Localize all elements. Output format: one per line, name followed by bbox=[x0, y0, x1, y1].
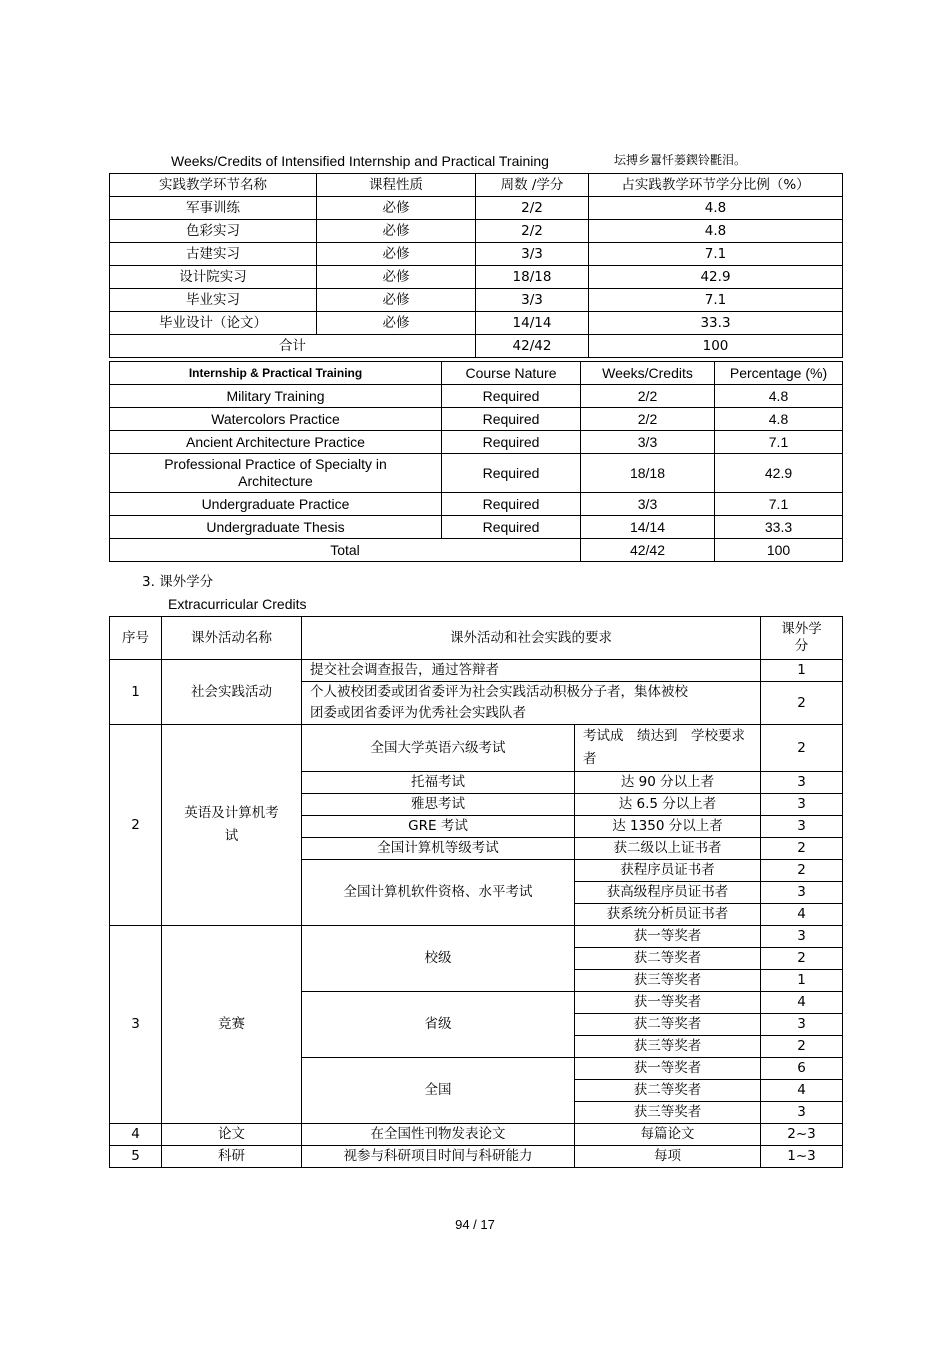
credit: 1 bbox=[761, 970, 843, 992]
header-cell: 实践教学环节名称 bbox=[110, 174, 317, 197]
table-row bbox=[110, 660, 843, 682]
credit: 2 bbox=[761, 1036, 843, 1058]
table-cell: 7.1 bbox=[715, 431, 843, 454]
table-cell: Required bbox=[442, 516, 581, 539]
credit: 2 bbox=[761, 860, 843, 882]
credit: 3 bbox=[761, 926, 843, 948]
header-cell: Weeks/Credits bbox=[581, 362, 715, 385]
garbled-text: 坛搏乡囂忏蒌鍥铃氍泪。 bbox=[614, 153, 747, 167]
table-cell: 14/14 bbox=[581, 516, 715, 539]
table-row bbox=[110, 431, 843, 454]
requirement: 个人被校团委或团省委评为社会实践活动积极分子者，集体被校团委或团省委评为优秀社会实践队者 bbox=[302, 682, 761, 725]
credit: 4 bbox=[761, 904, 843, 926]
credit: 3 bbox=[761, 816, 843, 838]
header-cell: Course Nature bbox=[442, 362, 581, 385]
award: 获二等奖者 bbox=[575, 1014, 761, 1036]
exam-name: 雅思考试 bbox=[302, 794, 575, 816]
credit: 1~3 bbox=[761, 1146, 843, 1168]
credit: 4 bbox=[761, 992, 843, 1014]
extracurricular-table bbox=[109, 616, 843, 1168]
requirement: 达 6.5 分以上者 bbox=[575, 794, 761, 816]
total-row bbox=[110, 335, 843, 358]
requirement: 达 90 分以上者 bbox=[575, 772, 761, 794]
credit: 3 bbox=[761, 1014, 843, 1036]
total-label: 合计 bbox=[110, 335, 476, 358]
award: 获三等奖者 bbox=[575, 970, 761, 992]
requirement: 视参与科研项目时间与科研能力 bbox=[302, 1146, 575, 1168]
credit: 3 bbox=[761, 882, 843, 904]
credit: 2 bbox=[761, 948, 843, 970]
table-cell: 18/18 bbox=[581, 454, 715, 493]
competition-level: 省级 bbox=[302, 992, 575, 1058]
table-row bbox=[110, 1146, 843, 1168]
requirement: 考试成 绩达到 学校要求者 bbox=[575, 725, 761, 772]
table-row bbox=[110, 266, 843, 289]
table-cell: 42.9 bbox=[715, 454, 843, 493]
credit: 3 bbox=[761, 1102, 843, 1124]
table-cell: 2/2 bbox=[581, 408, 715, 431]
activity-name: 科研 bbox=[162, 1146, 302, 1168]
award: 获三等奖者 bbox=[575, 1102, 761, 1124]
table-cell: Undergraduate Thesis bbox=[110, 516, 442, 539]
table-cell: 3/3 bbox=[581, 493, 715, 516]
award: 获三等奖者 bbox=[575, 1036, 761, 1058]
table-cell: Undergraduate Practice bbox=[110, 493, 442, 516]
exam-name: GRE 考试 bbox=[302, 816, 575, 838]
header-cell: 课外活动名称 bbox=[162, 617, 302, 660]
total-percent: 100 bbox=[715, 539, 843, 562]
table-cell: 4.8 bbox=[589, 197, 843, 220]
table-cell: 军事训练 bbox=[110, 197, 317, 220]
credit: 1 bbox=[761, 660, 843, 682]
table-row bbox=[110, 385, 843, 408]
table-cell: 2/2 bbox=[476, 220, 589, 243]
table-row bbox=[110, 725, 843, 772]
table-cell: 2/2 bbox=[476, 197, 589, 220]
section-heading: 3. 课外学分 bbox=[142, 574, 214, 590]
table-header-row bbox=[110, 362, 843, 385]
table-cell: Watercolors Practice bbox=[110, 408, 442, 431]
table-cell: Professional Practice of Specialty in Architecture bbox=[110, 454, 442, 493]
table-cell: 42.9 bbox=[589, 266, 843, 289]
exam-name: 全国大学英语六级考试 bbox=[302, 725, 575, 772]
table-cell: 毕业实习 bbox=[110, 289, 317, 312]
award: 获二等奖者 bbox=[575, 948, 761, 970]
table-cell: 毕业设计（论文） bbox=[110, 312, 317, 335]
row-number: 4 bbox=[110, 1124, 162, 1146]
table-cell: 4.8 bbox=[715, 408, 843, 431]
section-heading-en: Extracurricular Credits bbox=[168, 596, 307, 612]
requirement: 达 1350 分以上者 bbox=[575, 816, 761, 838]
table-cell: 18/18 bbox=[476, 266, 589, 289]
total-row bbox=[110, 539, 843, 562]
credit: 3 bbox=[761, 772, 843, 794]
row-number: 2 bbox=[110, 725, 162, 926]
credit: 2 bbox=[761, 838, 843, 860]
activity-name: 论文 bbox=[162, 1124, 302, 1146]
exam-name: 全国计算机等级考试 bbox=[302, 838, 575, 860]
table-cell: 必修 bbox=[317, 197, 476, 220]
header-cell: 周数 /学分 bbox=[476, 174, 589, 197]
award: 获一等奖者 bbox=[575, 992, 761, 1014]
table-row bbox=[110, 243, 843, 266]
credit: 2~3 bbox=[761, 1124, 843, 1146]
table-caption-en: Weeks/Credits of Intensified Internship and Practical Training bbox=[171, 153, 549, 169]
exam-name: 全国计算机软件资格、水平考试 bbox=[302, 860, 575, 926]
table-row bbox=[110, 493, 843, 516]
table-cell: Military Training bbox=[110, 385, 442, 408]
table-row bbox=[110, 516, 843, 539]
total-weeks: 42/42 bbox=[476, 335, 589, 358]
requirement: 提交社会调查报告，通过答辩者 bbox=[302, 660, 761, 682]
row-number: 1 bbox=[110, 660, 162, 725]
table-row bbox=[110, 312, 843, 335]
credit: 4 bbox=[761, 1080, 843, 1102]
table-cell: 33.3 bbox=[715, 516, 843, 539]
table-cell: 古建实习 bbox=[110, 243, 317, 266]
table-row bbox=[110, 1124, 843, 1146]
table-cell: 33.3 bbox=[589, 312, 843, 335]
header-cell: 课外学分 bbox=[761, 617, 843, 660]
table-row bbox=[110, 926, 843, 948]
activity-name: 竞赛 bbox=[162, 926, 302, 1124]
table-cell: Required bbox=[442, 385, 581, 408]
table-cell: Required bbox=[442, 454, 581, 493]
table-row bbox=[110, 454, 843, 493]
activity-name: 英语及计算机考试 bbox=[162, 725, 302, 926]
credit: 2 bbox=[761, 682, 843, 725]
total-percent: 100 bbox=[589, 335, 843, 358]
table-cell: 7.1 bbox=[715, 493, 843, 516]
internship-table-cn bbox=[109, 173, 843, 358]
table-header-row bbox=[110, 617, 843, 660]
internship-table-en bbox=[109, 361, 843, 562]
credit: 2 bbox=[761, 725, 843, 772]
table-cell: 14/14 bbox=[476, 312, 589, 335]
table-cell: Required bbox=[442, 431, 581, 454]
requirement: 获二级以上证书者 bbox=[575, 838, 761, 860]
table-cell: 7.1 bbox=[589, 243, 843, 266]
requirement: 获高级程序员证书者 bbox=[575, 882, 761, 904]
requirement: 获系统分析员证书者 bbox=[575, 904, 761, 926]
table-cell: 2/2 bbox=[581, 385, 715, 408]
competition-level: 校级 bbox=[302, 926, 575, 992]
award: 获二等奖者 bbox=[575, 1080, 761, 1102]
row-number: 5 bbox=[110, 1146, 162, 1168]
table-cell: Ancient Architecture Practice bbox=[110, 431, 442, 454]
table-cell: 7.1 bbox=[589, 289, 843, 312]
table-row bbox=[110, 289, 843, 312]
table-cell: 3/3 bbox=[476, 289, 589, 312]
condition: 每项 bbox=[575, 1146, 761, 1168]
table-row bbox=[110, 408, 843, 431]
header-cell: Internship & Practical Training bbox=[110, 362, 442, 385]
credit: 6 bbox=[761, 1058, 843, 1080]
table-cell: 必修 bbox=[317, 266, 476, 289]
table-cell: 4.8 bbox=[715, 385, 843, 408]
table-cell: 设计院实习 bbox=[110, 266, 317, 289]
award: 获一等奖者 bbox=[575, 1058, 761, 1080]
competition-level: 全国 bbox=[302, 1058, 575, 1124]
table-cell: 必修 bbox=[317, 243, 476, 266]
table-row bbox=[110, 197, 843, 220]
table-cell: 色彩实习 bbox=[110, 220, 317, 243]
table-header-row bbox=[110, 174, 843, 197]
header-cell: Percentage (%) bbox=[715, 362, 843, 385]
requirement: 获程序员证书者 bbox=[575, 860, 761, 882]
page-number: 94 / 17 bbox=[455, 1217, 495, 1232]
activity-name: 社会实践活动 bbox=[162, 660, 302, 725]
table-cell: Required bbox=[442, 408, 581, 431]
exam-name: 托福考试 bbox=[302, 772, 575, 794]
table-cell: Required bbox=[442, 493, 581, 516]
header-cell: 占实践教学环节学分比例（%） bbox=[589, 174, 843, 197]
condition: 每篇论文 bbox=[575, 1124, 761, 1146]
table-cell: 4.8 bbox=[589, 220, 843, 243]
credit: 3 bbox=[761, 794, 843, 816]
table-cell: 必修 bbox=[317, 289, 476, 312]
header-cell: 课程性质 bbox=[317, 174, 476, 197]
header-cell: 序号 bbox=[110, 617, 162, 660]
total-weeks: 42/42 bbox=[581, 539, 715, 562]
table-cell: 必修 bbox=[317, 220, 476, 243]
table-cell: 3/3 bbox=[476, 243, 589, 266]
requirement: 在全国性刊物发表论文 bbox=[302, 1124, 575, 1146]
total-label: Total bbox=[110, 539, 581, 562]
table-cell: 3/3 bbox=[581, 431, 715, 454]
table-cell: 必修 bbox=[317, 312, 476, 335]
award: 获一等奖者 bbox=[575, 926, 761, 948]
table-row bbox=[110, 220, 843, 243]
header-cell: 课外活动和社会实践的要求 bbox=[302, 617, 761, 660]
row-number: 3 bbox=[110, 926, 162, 1124]
